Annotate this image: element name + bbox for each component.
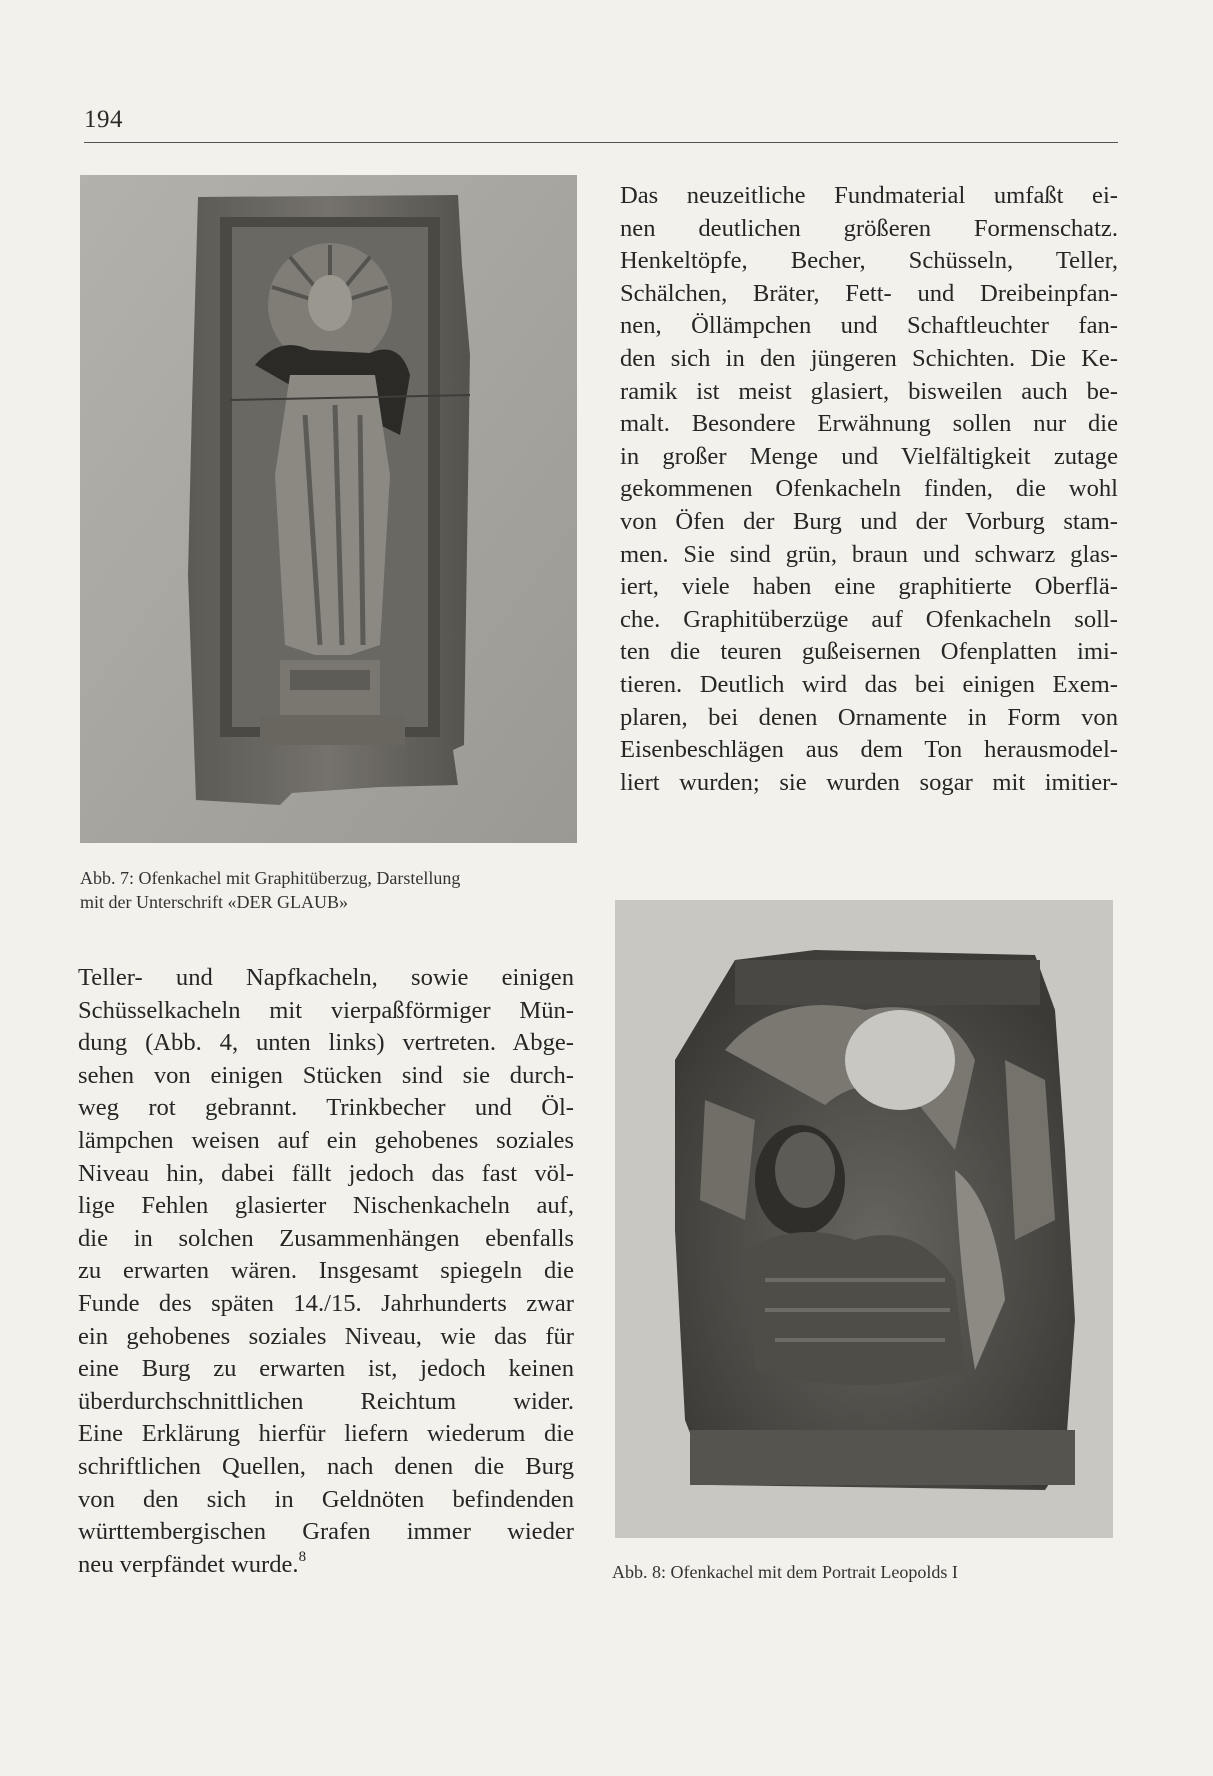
page-number: 194: [84, 106, 123, 133]
text-line: lige Fehlen glasierter Nischenkacheln auf,: [78, 1192, 574, 1220]
text-line: Niveau hin, dabei fällt jedoch das fast völ-: [78, 1159, 574, 1187]
stove-tile-der-glaub-image: [80, 175, 577, 843]
text-line: malt. Besondere Erwähnung sollen nur die: [620, 410, 1118, 438]
text-line-last: [78, 1549, 574, 1582]
text-line: lämpchen weisen auf ein gehobenes soziales: [78, 1126, 574, 1154]
text-line: in großer Menge und Vielfältigkeit zutage: [620, 442, 1118, 470]
text-line: überdurchschnittlichen Reichtum wider.: [78, 1387, 574, 1415]
text-line: Funde des späten 14./15. Jahrhunderts zwar: [78, 1289, 574, 1317]
figure-8-photo: [615, 900, 1113, 1538]
text-line: Eine Erklärung hierfür liefern wiederum die: [78, 1420, 574, 1448]
stove-tile-portrait-leopold-image: [615, 900, 1113, 1538]
text-line: tieren. Deutlich wird das bei einigen Exem-: [620, 670, 1118, 698]
text-line: eine Burg zu erwarten ist, jedoch keinen: [78, 1355, 574, 1383]
figure-7-caption-line-2: mit der Unterschrift «DER GLAUB»: [80, 892, 348, 912]
text-line: gekommenen Ofenkacheln finden, die wohl: [620, 475, 1118, 503]
text-line: Das neuzeitliche Fundmaterial umfaßt ei-: [620, 182, 1118, 209]
text-line: von Öfen der Burg und der Vorburg stam-: [620, 507, 1118, 535]
footnote-reference[interactable]: 8: [298, 1548, 307, 1565]
figure-7-caption: [80, 866, 600, 914]
text-line: nen, Öllämpchen und Schaftleuchter fan-: [620, 312, 1118, 340]
text-line: Henkeltöpfe, Becher, Schüsseln, Teller,: [620, 247, 1118, 275]
text-line: Schüsselkacheln mit vierpaßförmiger Mün-: [78, 996, 574, 1024]
text-line: ten die teuren gußeisernen Ofenplatten imi-: [620, 638, 1118, 666]
text-line: nen deutlichen größeren Formenschatz.: [620, 214, 1118, 242]
text-line: von den sich in Geldnöten befindenden: [78, 1485, 574, 1513]
figure-7-caption-line-1: Abb. 7: Ofenkachel mit Graphitüberzug, Darstellung: [80, 868, 461, 888]
text-line: ein gehobenes soziales Niveau, wie das für: [78, 1322, 574, 1350]
text-line: Teller- und Napfkacheln, sowie einigen: [78, 964, 574, 991]
text-line: schriftlichen Quellen, nach denen die Burg: [78, 1452, 574, 1480]
text-line: men. Sie sind grün, braun und schwarz glas-: [620, 540, 1118, 568]
last-line-text: neu verpfändet wurde.: [78, 1550, 299, 1578]
text-line: plaren, bei denen Ornamente in Form von: [620, 703, 1118, 731]
text-line: sehen von einigen Stücken sind sie durch-: [78, 1061, 574, 1089]
header-rule: [84, 142, 1118, 143]
text-line: weg rot gebrannt. Trinkbecher und Öl-: [78, 1094, 574, 1122]
right-column-text: [620, 180, 1118, 799]
text-line: württembergischen Grafen immer wieder: [78, 1518, 574, 1546]
text-line: zu erwarten wären. Insgesamt spiegeln die: [78, 1257, 574, 1285]
text-line: iert, viele haben eine graphitierte Oberflä-: [620, 573, 1118, 601]
text-line: ramik ist meist glasiert, bisweilen auch be-: [620, 377, 1118, 405]
left-column-text: [78, 962, 574, 1581]
text-line: che. Graphitüberzüge auf Ofenkacheln soll-: [620, 605, 1118, 633]
text-line: Eisenbeschlägen aus dem Ton herausmodel-: [620, 736, 1118, 764]
text-line: die in solchen Zusammenhängen ebenfalls: [78, 1224, 574, 1252]
text-line: Schälchen, Bräter, Fett- und Dreibeinpfan-: [620, 279, 1118, 307]
figure-8-caption: Abb. 8: Ofenkachel mit dem Portrait Leopolds I: [612, 1562, 958, 1582]
text-line: liert wurden; sie wurden sogar mit imitier-: [620, 768, 1118, 796]
text-line: dung (Abb. 4, unten links) vertreten. Abge-: [78, 1029, 574, 1057]
text-line: den sich in den jüngeren Schichten. Die Ke-: [620, 344, 1118, 372]
figure-7-photo: [80, 175, 577, 843]
